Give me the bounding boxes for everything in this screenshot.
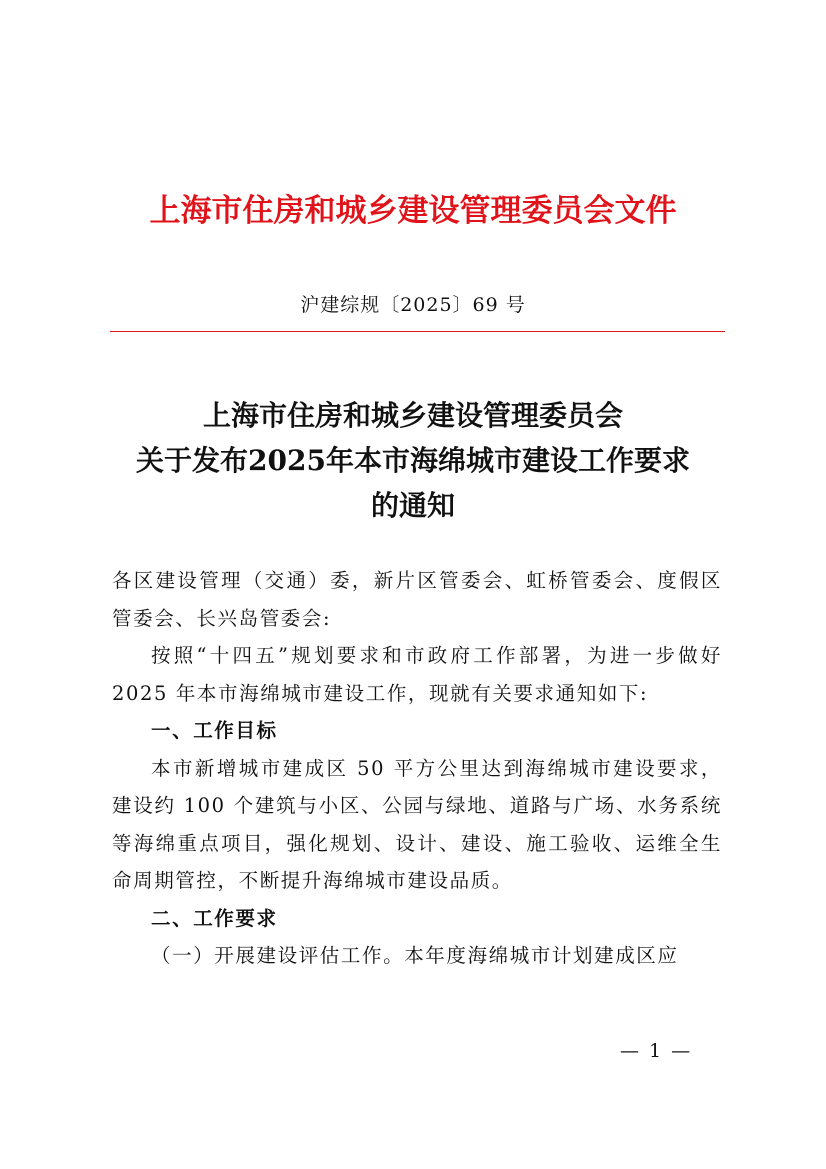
section-heading-goals: 一、工作目标 (151, 719, 278, 742)
goals-paragraph: 本市新增城市建成区 50 平方公里达到海绵城市建设要求，建设约 100 个建筑与小区、公园与绿地、道路与广场、水务系统等海绵重点项目，强化规划、设计、建设、施工验收、运维全生命周期管控，不断提升海绵城市建设品质。 (112, 756, 722, 892)
requirements-paragraph: （一）开展建设评估工作。本年度海绵城市计划建成区应 (151, 944, 679, 967)
intro-paragraph: 按照“十四五”规划要求和市政府工作部署，为进一步做好 2025 年本市海绵城市建设工作，现就有关要求通知如下: (112, 644, 722, 705)
recipients: 各区建设管理（交通）委，新片区管委会、虹桥管委会、度假区管委会、长兴岛管委会: (112, 569, 722, 630)
section-heading-requirements: 二、工作要求 (151, 906, 278, 930)
document-body (112, 562, 722, 975)
title-line: 关于发布2025年本市海绵城市建设工作要求 (136, 444, 690, 477)
notice-title (60, 393, 766, 528)
page-number: — 1 — (620, 1040, 693, 1062)
document-number: 沪建综规〔2025〕69 号 (300, 294, 526, 316)
red-divider (110, 331, 725, 332)
title-line: 上海市住房和城乡建设管理委员会 (202, 399, 623, 432)
title-line: 的通知 (370, 489, 455, 522)
letterhead-title: 上海市住房和城乡建设管理委员会文件 (149, 193, 677, 229)
